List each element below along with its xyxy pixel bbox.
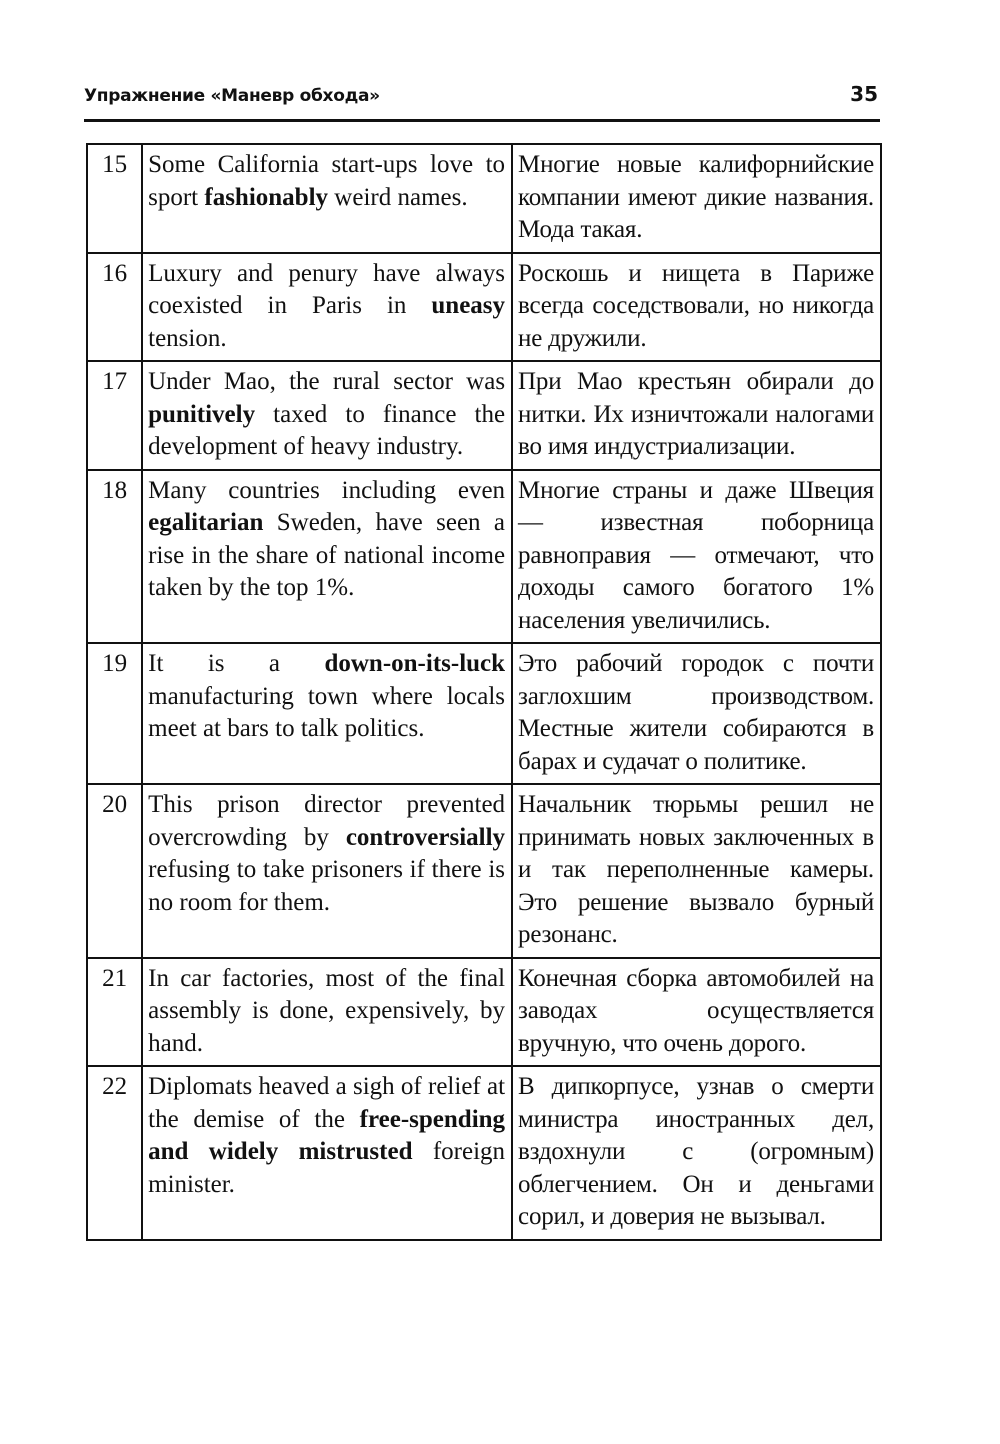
english-text: foreign minister. <box>148 1138 506 1198</box>
russian-translation: Начальник тюрьмы решил не принимать новых заключенных в и так переполненные камеры. Это решение вызвало бурный резонанс. <box>512 784 881 958</box>
row-number: 22 <box>87 1066 142 1240</box>
highlighted-term: controversially <box>345 823 506 851</box>
english-sentence <box>142 958 512 1067</box>
table-row <box>87 361 881 470</box>
russian-translation: Многие новые калифорнийские компании имеют дикие названия. Мода такая. <box>512 144 881 253</box>
english-text: Sweden, have seen a rise in the share of national income taken by the top 1%. <box>148 509 506 601</box>
highlighted-term: free-spending and widely mistrusted <box>148 1105 506 1165</box>
english-text: weird names. <box>328 183 468 211</box>
table-row <box>87 253 881 362</box>
row-number: 18 <box>87 470 142 644</box>
row-number: 19 <box>87 643 142 784</box>
english-sentence <box>142 253 512 362</box>
table-row <box>87 144 881 253</box>
row-number: 17 <box>87 361 142 470</box>
page-number: 35 <box>850 82 878 106</box>
row-number: 21 <box>87 958 142 1067</box>
row-number: 15 <box>87 144 142 253</box>
row-number: 20 <box>87 784 142 958</box>
english-sentence <box>142 784 512 958</box>
row-number: 16 <box>87 253 142 362</box>
russian-translation: Многие страны и даже Швеция — известная поборница равноправия — отмечают, что доходы самого богатого 1% населения увеличились. <box>512 470 881 644</box>
english-sentence <box>142 470 512 644</box>
running-title: Упражнение «Маневр обхода» <box>84 86 380 106</box>
table-row <box>87 1066 881 1240</box>
table-row <box>87 784 881 958</box>
english-text: Diplomats heaved a sigh of relief at the demise of the <box>148 1073 506 1133</box>
russian-translation: Это рабочий городок с почти заглохшим производством. Местные жители собираются в барах и судачат о политике. <box>512 643 881 784</box>
table-row <box>87 470 881 644</box>
english-text: Many countries including even <box>148 476 506 504</box>
english-text: refusing to take prisoners if there is no room for them. <box>148 856 506 916</box>
russian-translation: При Мао крестьян обирали до нитки. Их изничтожали налогами во имя индустриализации. <box>512 361 881 470</box>
highlighted-term: egalitarian <box>148 509 264 536</box>
running-head <box>84 82 880 122</box>
highlighted-term: down-on-its-luck <box>324 650 506 677</box>
highlighted-term: punitively <box>148 400 256 428</box>
table-row <box>87 643 881 784</box>
english-text: Luxury and penury have always coexisted in Paris in <box>148 259 506 319</box>
english-text: taxed to finance the development of heavy industry. <box>148 400 506 460</box>
english-text: tension. <box>148 324 227 352</box>
english-text: In car factories, most of the final assembly is done, expensively, by hand. <box>148 964 506 1057</box>
russian-translation: Конечная сборка автомобилей на заводах осуществляется вручную, что очень дорого. <box>512 958 881 1067</box>
english-sentence <box>142 643 512 784</box>
english-text: Under Mao, the rural sector was <box>148 368 506 395</box>
english-sentence <box>142 144 512 253</box>
table-row <box>87 958 881 1067</box>
russian-translation: Роскошь и нищета в Париже всегда соседствовали, но никогда не дружили. <box>512 253 881 362</box>
english-sentence <box>142 361 512 470</box>
english-text: manufacturing town where locals meet at bars to talk politics. <box>148 682 506 742</box>
english-text: This prison director prevented overcrowding by <box>148 791 506 851</box>
russian-translation: В дипкорпусе, узнав о смерти министра иностранных дел, вздохнули с (огромным) облегчением. Он и деньгами сорил, и доверия не вызывал. <box>512 1066 881 1240</box>
highlighted-term: fashionably <box>204 183 329 211</box>
english-text: Some California start-ups love to sport <box>148 151 506 211</box>
translation-table <box>86 143 882 1241</box>
english-sentence <box>142 1066 512 1240</box>
highlighted-term: uneasy <box>431 292 506 319</box>
english-text: It is a <box>148 650 325 677</box>
